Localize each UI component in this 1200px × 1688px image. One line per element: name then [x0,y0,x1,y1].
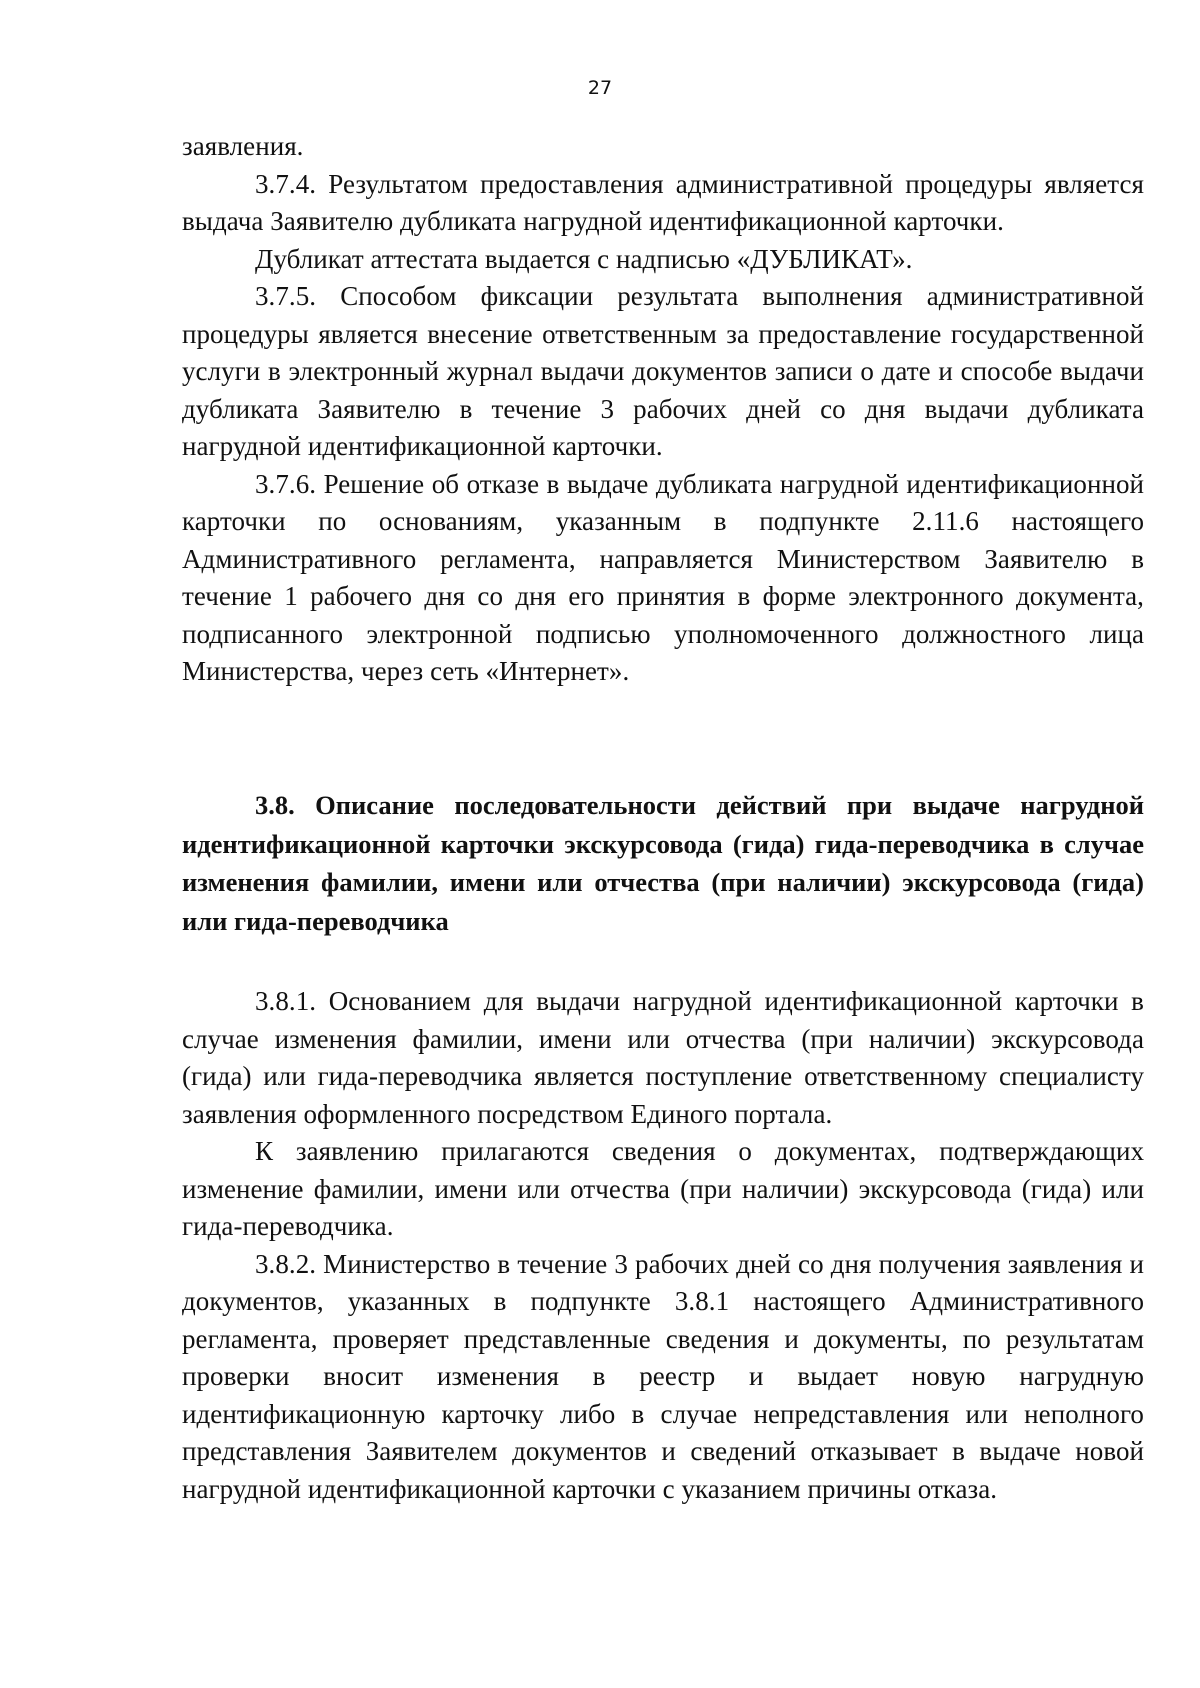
text-block-3-8 [182,983,1144,1508]
paragraph-3-7-5: 3.7.5. Способом фиксации результата выполнения административной процедуры является внесение ответственным за предоставление государственной услуги в электронный журнал выдачи документов записи о дате и способе выдачи дубликата Заявителю в течение 3 рабочих дней со дня выдачи дубликата нагрудной идентификационной карточки. [182,281,1144,461]
page-number: 27 [587,77,613,99]
paragraph-3-8-1: 3.8.1. Основанием для выдачи нагрудной идентификационной карточки в случае изменения фамилии, имени или отчества (при наличии) экскурсовода (гида) или гида-переводчика является поступление ответственному специалисту заявления оформленного посредством Единого портала. [182,986,1144,1129]
paragraph-continuation: заявления. [182,131,304,161]
paragraph-attachments: К заявлению прилагаются сведения о документах, подтверждающих изменение фамилии, имени или отчества (при наличии) экскурсовода (гида) или гида-переводчика. [182,1136,1144,1241]
paragraph-3-7-4: 3.7.4. Результатом предоставления административной процедуры является выдача Заявителю дубликата нагрудной идентификационной карточки. [182,168,1144,236]
section-heading-3-8: 3.8. Описание последовательности действий при выдаче нагрудной идентификационной карточки экскурсовода (гида) гида-переводчика в случае изменения фамилии, имени или отчества (при наличии) экскурсовода (гида) или гида-переводчика [182,790,1144,936]
text-block-3-7 [182,128,1144,691]
paragraph-duplicate-note: Дубликат аттестата выдается с надписью «ДУБЛИКАТ». [255,243,913,274]
paragraph-3-8-2: 3.8.2. Министерство в течение 3 рабочих дней со дня получения заявления и документов, указанных в подпункте 3.8.1 настоящего Административного регламента, проверяет представленные сведения и документы, по результатам проверки вносит изменения в реестр и выдает новую нагрудную идентификационную карточку либо в случае непредставления или неполного представления Заявителем документов и сведений отказывает в выдаче новой нагрудной идентификационной карточки с указанием причины отказа. [182,1248,1144,1504]
paragraph-3-7-6: 3.7.6. Решение об отказе в выдаче дубликата нагрудной идентификационной карточки по основаниям, указанным в подпункте 2.11.6 настоящего Административного регламента, направляется Министерством Заявителю в течение 1 рабочего дня со дня его принятия в форме электронного документа, подписанного электронной подписью уполномоченного должностного лица Министерства, через сеть «Интернет». [182,468,1144,686]
